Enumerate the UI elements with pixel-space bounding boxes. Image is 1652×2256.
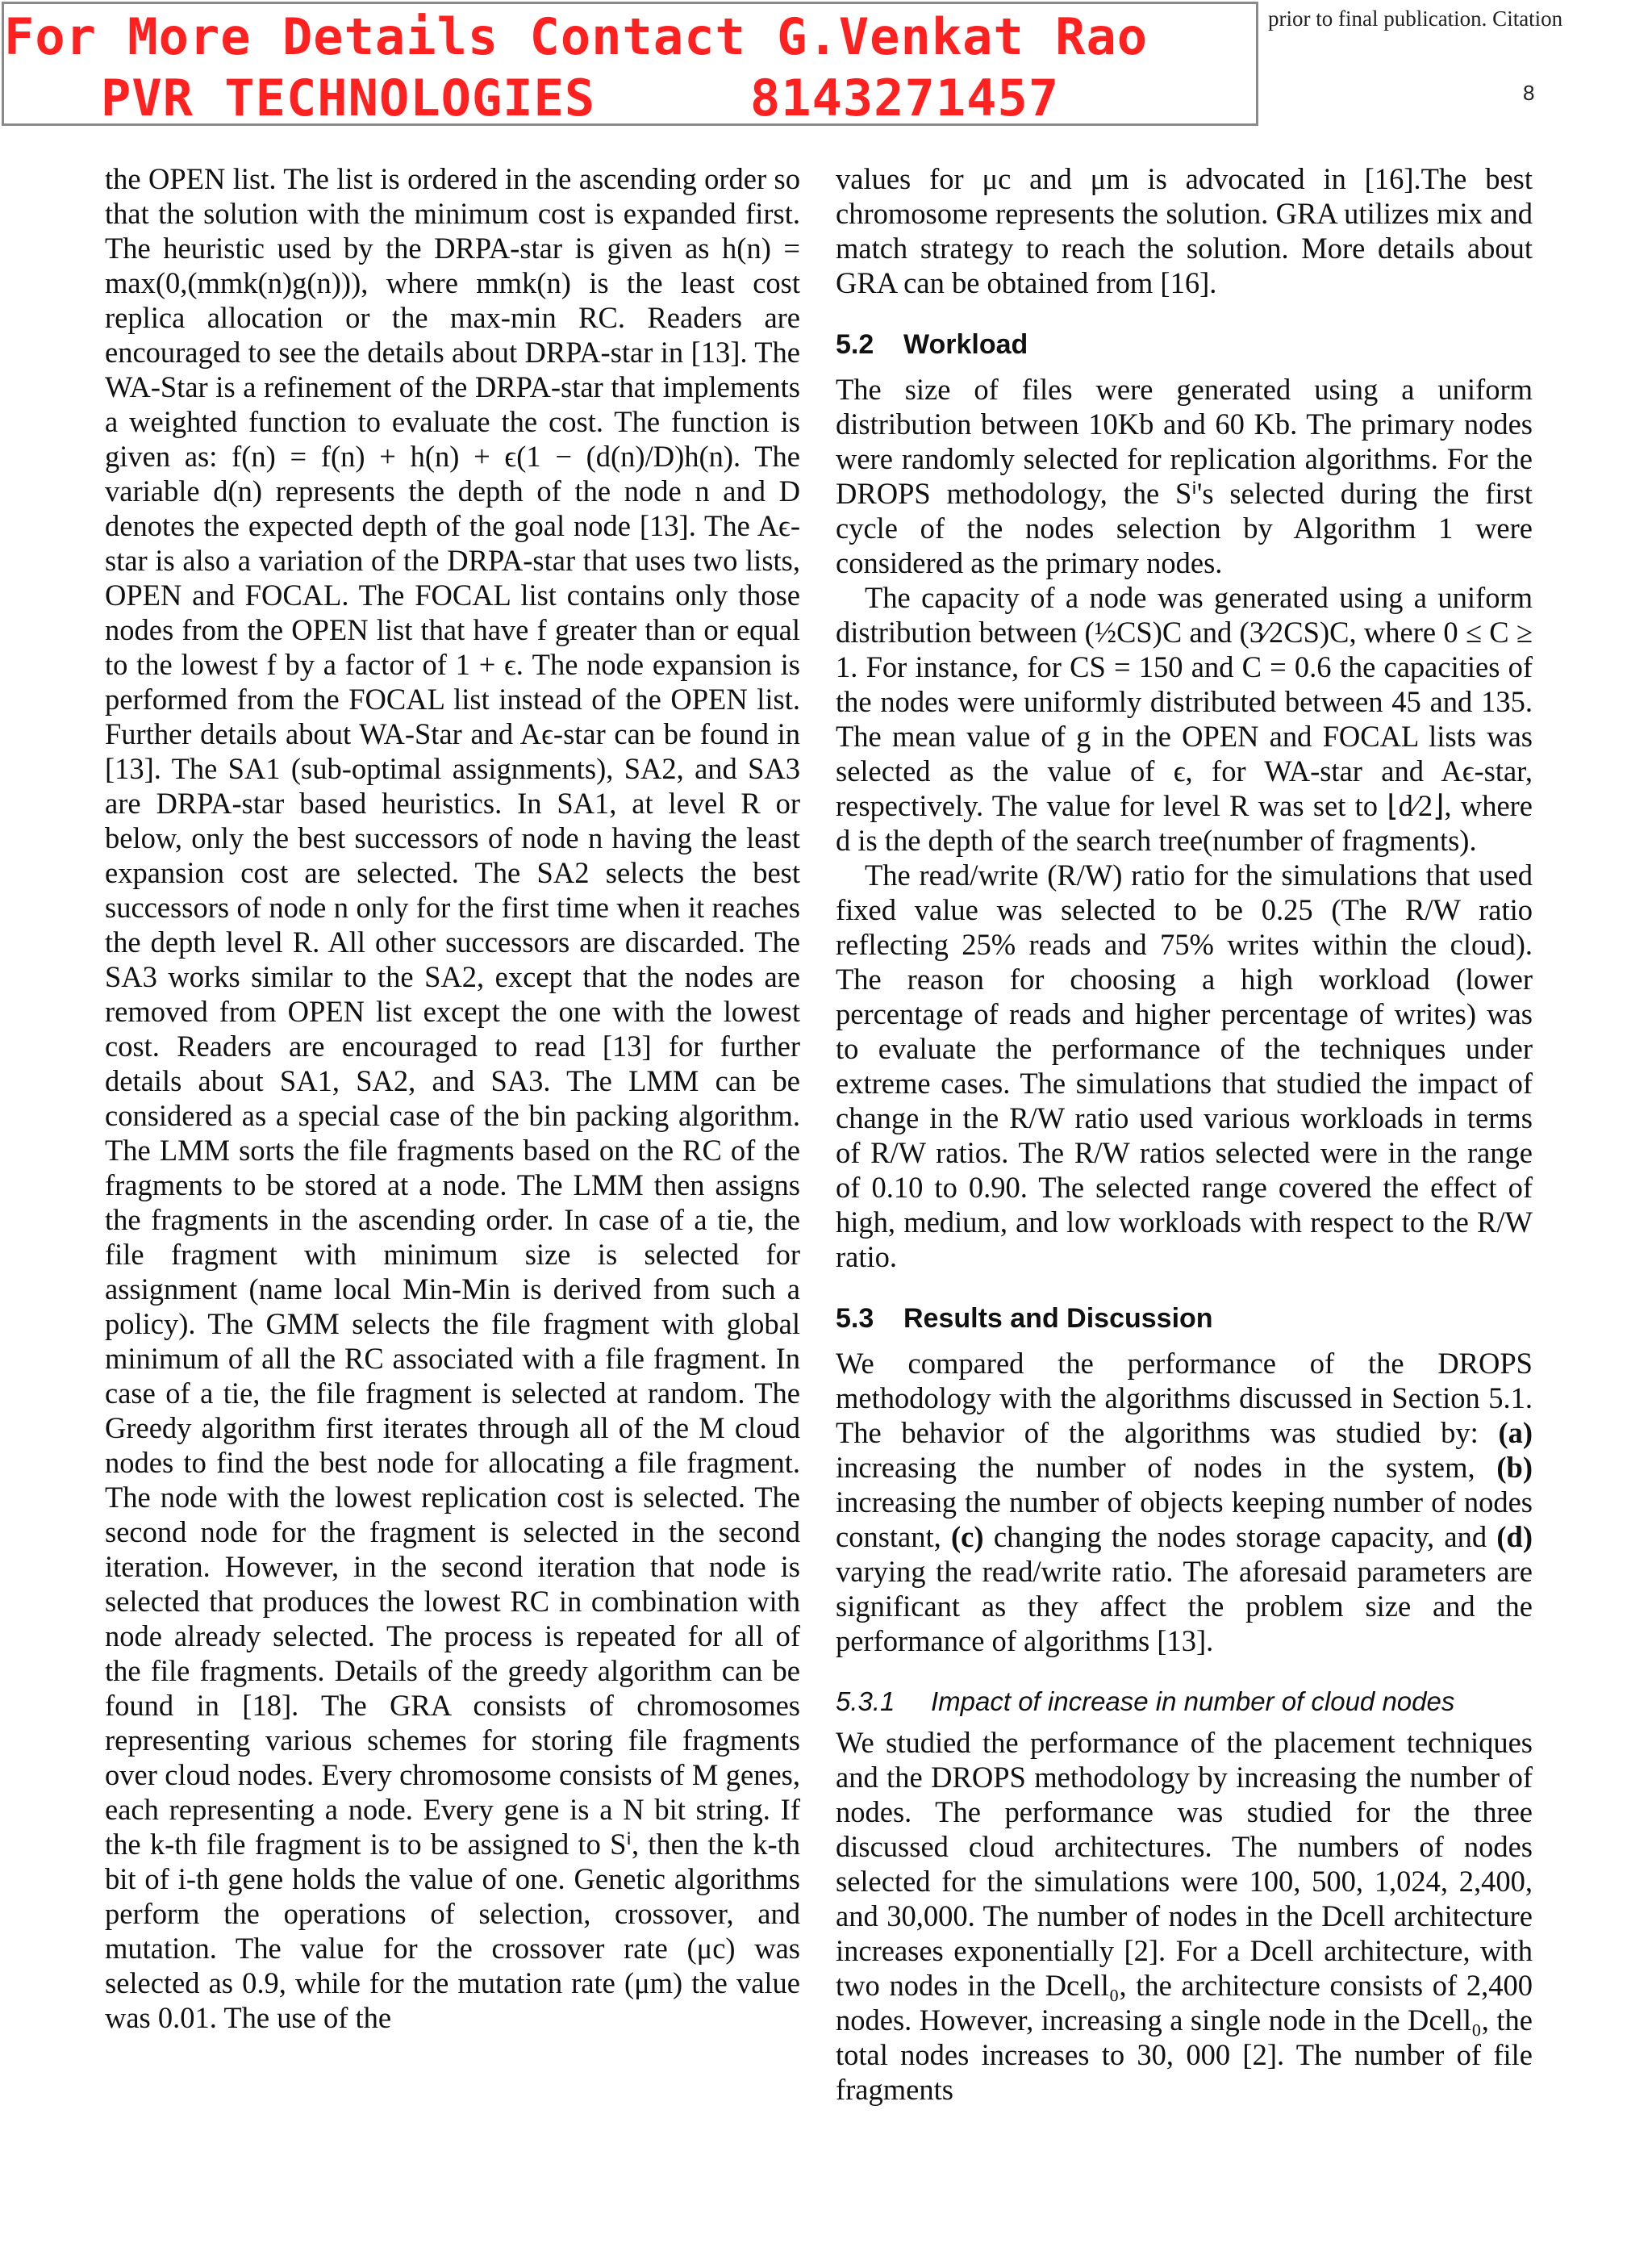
results-intro: We compared the performance of the DROPS methodology with the algorithms discussed in Section 5.1. The behavior of the algorithms was studied by: bbox=[836, 1347, 1533, 1449]
item-tag-c: (c) bbox=[951, 1520, 984, 1553]
results-paragraph bbox=[836, 1346, 1533, 1658]
banner-phone: 8143271457 bbox=[749, 69, 1060, 127]
item-d: varying the read/write ratio. The aforesaid parameters are significant as they affect the problem size and the performance of algorithms [13]. bbox=[836, 1555, 1533, 1657]
subsection-number: 5.3.1 bbox=[836, 1686, 895, 1716]
section-heading-workload bbox=[836, 328, 1533, 362]
item-tag-a: (a) bbox=[1498, 1416, 1533, 1449]
item-tag-b: (b) bbox=[1496, 1451, 1533, 1484]
subsection-heading-nodes bbox=[836, 1684, 1533, 1719]
right-paragraph-gra: values for μc and μm is advocated in [16].The best chromosome represents the solution. GRA utilizes mix and match strategy to reach the solution. More details about GRA can be obtained from [16]. bbox=[836, 162, 1533, 299]
nodes-paragraph: We studied the performance of the placement techniques and the DROPS methodology by increasing the number of nodes. The performance was studied for the three discussed cloud architectures. The numbers of nodes selected for the simulations were 100, 500, 1,024, 2,400, and 30,000. The number of nodes in the Dcell architecture increases exponentially [2]. For a Dcell architecture, with two nodes in the Dcell₀, the architecture consists of 2,400 nodes. However, increasing a single node in the Dcell₀, the total nodes increases to 30, 000 [2]. The number of file fragments bbox=[836, 1726, 1533, 2106]
workload-paragraph-3: The read/write (R/W) ratio for the simulations that used fixed value was selected to be 0.25 (The R/W ratio reflecting 25% reads and 75% writes within the cloud). The reason for choosing a high workload (lower percentage of reads and higher percentage of writes) was to evaluate the performance of the techniques under extreme cases. The simulations that studied the impact of change in the R/W ratio used various workloads in terms of R/W ratios. The R/W ratios selected were in the range of 0.10 to 0.90. The selected range covered the effect of high, medium, and low workloads with respect to the R/W ratio. bbox=[836, 859, 1533, 1273]
banner-company: PVR TECHNOLOGIES bbox=[101, 69, 596, 127]
item-tag-d: (d) bbox=[1496, 1520, 1533, 1553]
left-paragraph: the OPEN list. The list is ordered in the ascending order so that the solution with the minimum cost is expanded first. The heuristic used by the DRPA-star is given as h(n) = max(0,(mmk(n)g(n))), where mmk(n) is the least cost replica allocation or the max-min RC. Readers are encouraged to see the details about DRPA-star in [13]. The WA-Star is a refinement of the DRPA-star that implements a weighted function to evaluate the cost. The function is given as: f(n) = f(n) + h(n) + ϵ(1 − (d(n)/D)h(n). The variable d(n) represents the depth of the node n and D denotes the expected depth of the goal node [13]. The Aϵ-star is also a variation of the DRPA-star that uses two lists, OPEN and FOCAL. The FOCAL list contains only those nodes from the OPEN list that have f greater than or equal to the lowest f by a factor of 1 + ϵ. The node expansion is performed from the FOCAL list instead of the OPEN list. Further details about WA-Star and Aϵ-star can be found in [13]. The SA1 (sub-optimal assignments), SA2, and SA3 are DRPA-star based heuristics. In SA1, at level R or below, only the best successors of node n having the least expansion cost are selected. The SA2 selects the best successors of node n only for the first time when it reaches the depth level R. All other successors are discarded. The SA3 works similar to the SA2, except that the nodes are removed from OPEN list except the one with the lowest cost. Readers are encouraged to read [13] for further details about SA1, SA2, and SA3. The LMM can be considered as a special case of the bin packing algorithm. The LMM sorts the file fragments based on the RC of the fragments to be stored at a node. The LMM then assigns the fragments in the ascending order. In case of a tie, the file fragment with minimum size is selected for assignment (name local Min-Min is derived from such a policy). The GMM selects the file fragment with global minimum of all the RC associated with a file fragment. In case of a tie, the file fragment is selected at random. The Greedy algorithm first iterates through all of the M cloud nodes to find the best node for allocating a file fragment. The node with the lowest replication cost is selected. The second node for the fragment is selected in the second iteration. However, in the second iteration that node is selected that produces the lowest RC in combination with node already selected. The process is repeated for all of the file fragments. Details of the greedy algorithm can be found in [18]. The GRA consists of chromosomes representing various schemes for storing file fragments over cloud nodes. Every chromosome consists of M genes, each representing a node. Every gene is a N bit string. If the k-th file fragment is to be assigned to Sⁱ, then the k-th bit of i-th gene holds the value of one. Genetic algorithms perform the operations of selection, crossover, and mutation. The value for the crossover rate (μc) was selected as 0.9, while for the mutation rate (μm) the value was 0.01. The use of the bbox=[105, 162, 800, 2034]
section-title: Results and Discussion bbox=[903, 1303, 1213, 1334]
contact-banner bbox=[2, 2, 1258, 126]
item-c: changing the nodes storage capacity, and bbox=[993, 1520, 1487, 1553]
subsection-title: Impact of increase in number of cloud nodes bbox=[931, 1686, 1455, 1716]
item-a: increasing the number of nodes in the system, bbox=[836, 1451, 1475, 1484]
section-number: 5.3 bbox=[836, 1303, 874, 1334]
banner-company-line bbox=[101, 70, 1353, 127]
banner-contact-line: For More Details Contact G.Venkat Rao bbox=[4, 7, 1149, 66]
workload-paragraph-1: The size of files were generated using a uniform distribution between 10Kb and 60 Kb. The primary nodes were randomly selected for replication algorithms. For the DROPS methodology, the Sⁱ's selected during the first cycle of the nodes selection by Algorithm 1 were considered as the primary nodes. bbox=[836, 373, 1533, 579]
section-title: Workload bbox=[903, 329, 1028, 360]
left-column bbox=[105, 161, 800, 2035]
right-column bbox=[836, 161, 1533, 2107]
header-note: prior to final publication. Citation bbox=[1268, 6, 1563, 31]
section-heading-results bbox=[836, 1301, 1533, 1336]
item-b: increasing the number of objects keeping number of nodes constant, bbox=[836, 1485, 1533, 1553]
section-number: 5.2 bbox=[836, 329, 874, 360]
workload-paragraph-2: The capacity of a node was generated using a uniform distribution between (½CS)C and (3⁄2CS)C, where 0 ≤ C ≥ 1. For instance, for CS = 150 and C = 0.6 the capacities of the nodes were uniformly distributed between 45 and 135. The mean value of g in the OPEN and FOCAL lists was selected as the value of ϵ, for WA-star and Aϵ-star, respectively. The value for level R was set to ⌊d⁄2⌋, where d is the depth of the search tree(number of fragments). bbox=[836, 581, 1533, 857]
page-number: 8 bbox=[1523, 81, 1535, 105]
